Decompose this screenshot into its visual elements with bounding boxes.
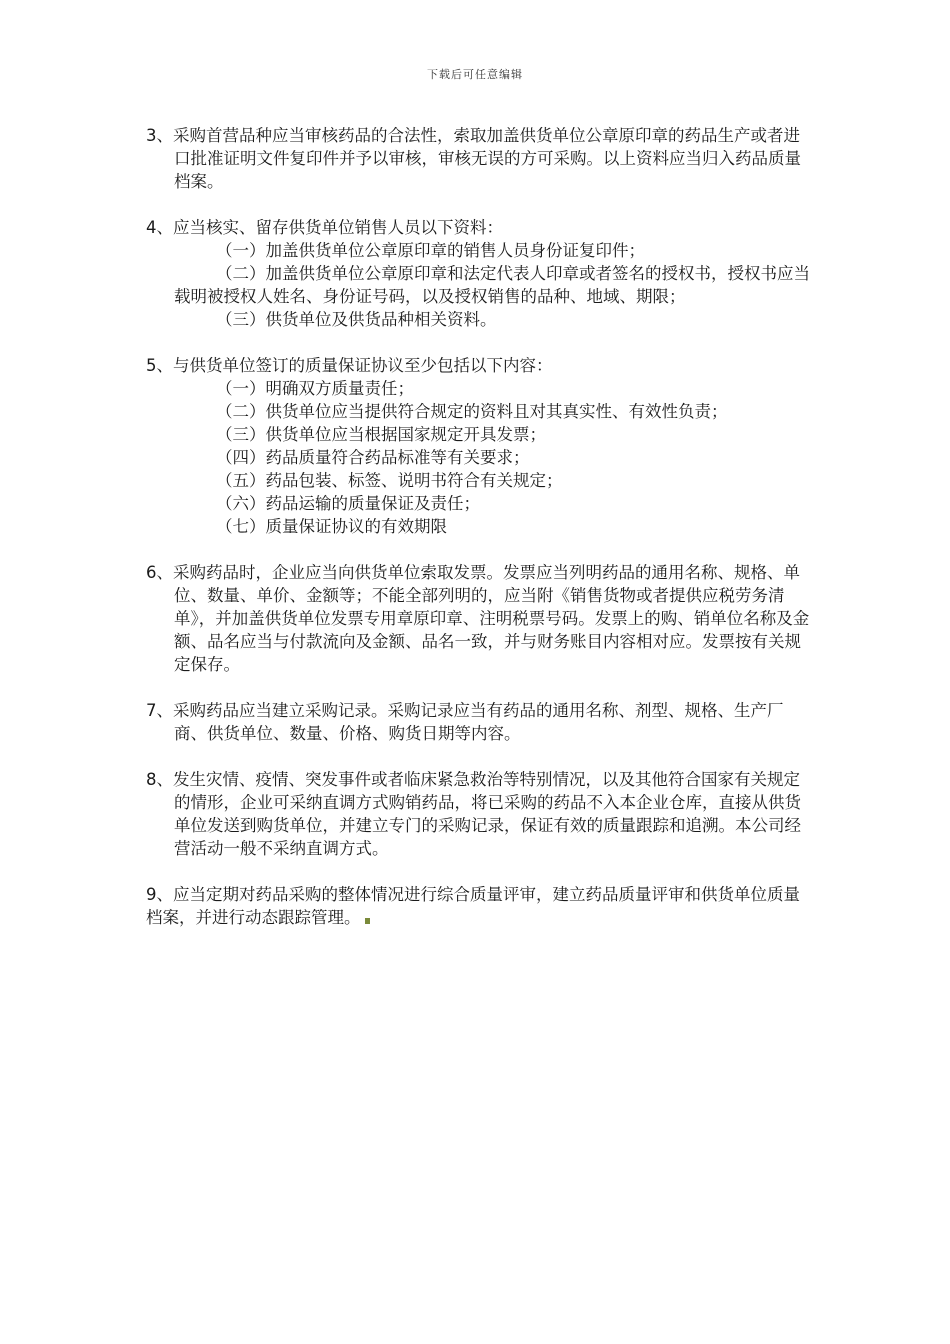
list-item-9 (146, 883, 816, 929)
paragraph: 3、采购首营品种应当审核药品的合法性，索取加盖供货单位公章原印章的药品生产或者进口批准证明文件复印件并予以审核，审核无误的方可采购。以上资料应当归入药品质量档案。 (146, 126, 801, 191)
sub-item: （七）质量保证协议的有效期限 (216, 517, 447, 536)
sub-item: （四）药品质量符合药品标准等有关要求； (216, 448, 530, 467)
list-item-5 (146, 354, 816, 538)
sub-item: （三）供货单位应当根据国家规定开具发票； (216, 425, 546, 444)
sub-item: （六）药品运输的质量保证及责任； (216, 494, 480, 513)
sub-item: （一）加盖供货单位公章原印章的销售人员身份证复印件； (216, 241, 645, 260)
list-item-8 (146, 768, 816, 860)
document-body (146, 124, 816, 952)
paragraph-title: 4、应当核实、留存供货单位销售人员以下资料： (146, 218, 503, 237)
sub-item: （二）供货单位应当提供符合规定的资料且对其真实性、有效性负责； (216, 402, 728, 421)
paragraph-title: 5、与供货单位签订的质量保证协议至少包括以下内容： (146, 356, 553, 375)
paragraph: 6、采购药品时，企业应当向供货单位索取发票。发票应当列明药品的通用名称、规格、单位、数量、单价、金额等；不能全部列明的，应当附《销售货物或者提供应税劳务清单》，并加盖供货单位发票专用章原印章、注明税票号码。发票上的购、销单位名称及金额、品名应当与付款流向及金额、品名一致，并与财务账目内容相对应。发票按有关规定保存。 (146, 563, 810, 674)
list-item-7 (146, 699, 816, 745)
paragraph-text: 9、应当定期对药品采购的整体情况进行综合质量评审，建立药品质量评审和供货单位质量档案，并进行动态跟踪管理。 (146, 885, 800, 927)
paragraph-last (146, 883, 816, 929)
list-item-4 (146, 216, 816, 331)
page-header: 下载后可任意编辑 (427, 68, 523, 81)
list-item-3 (146, 124, 816, 193)
paragraph: 7、采购药品应当建立采购记录。采购记录应当有药品的通用名称、剂型、规格、生产厂商、供货单位、数量、价格、购货日期等内容。 (146, 701, 784, 743)
sub-item: （二）加盖供货单位公章原印章和法定代表人印章或者签名的授权书，授权书应当载明被授权人姓名、身份证号码，以及授权销售的品种、地域、期限； (174, 264, 810, 306)
end-mark-icon (365, 918, 370, 924)
sub-item: （三）供货单位及供货品种相关资料。 (216, 310, 497, 329)
paragraph: 8、发生灾情、疫情、突发事件或者临床紧急救治等特别情况，以及其他符合国家有关规定的情形，企业可采纳直调方式购销药品，将已采购的药品不入本企业仓库，直接从供货单位发送到购货单位，并建立专门的采购记录，保证有效的质量跟踪和追溯。本公司经营活动一般不采纳直调方式。 (146, 770, 801, 858)
sub-item: （一）明确双方质量责任； (216, 379, 414, 398)
sub-item: （五）药品包装、标签、说明书符合有关规定； (216, 471, 563, 490)
list-item-6 (146, 561, 816, 676)
